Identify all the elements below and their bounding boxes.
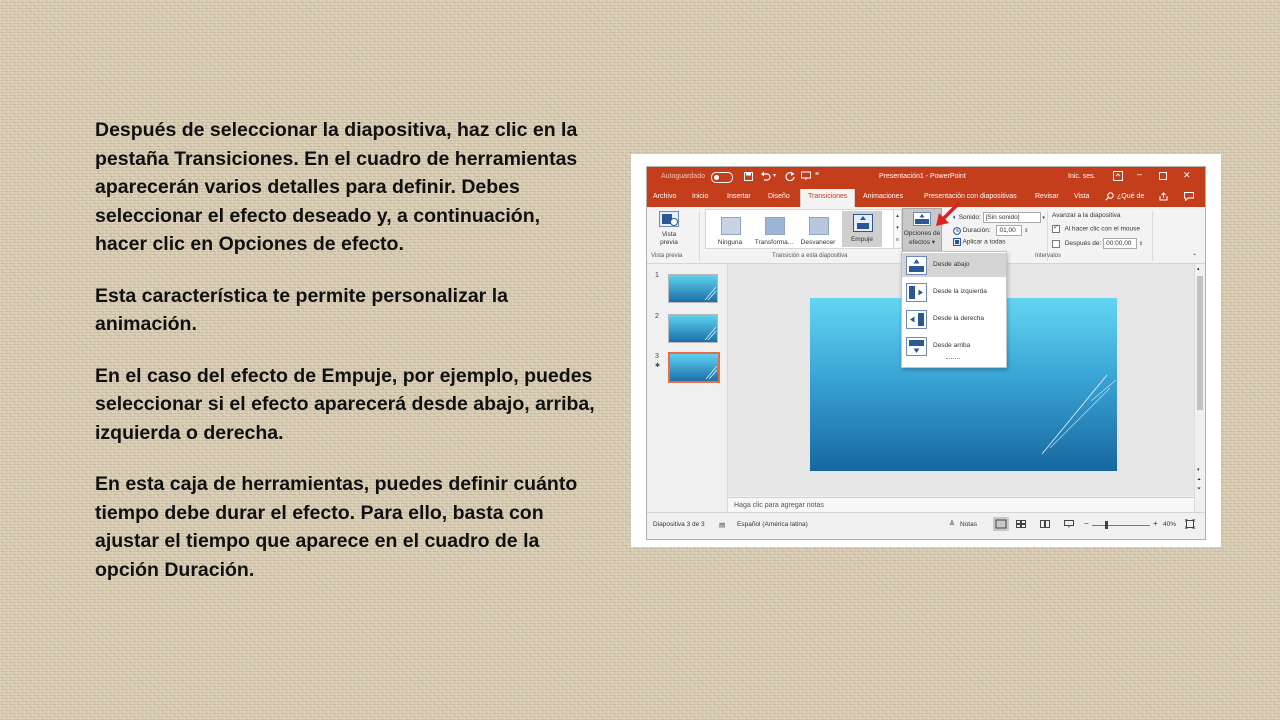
preview-icon	[659, 211, 679, 229]
morph-transition-icon	[765, 217, 785, 235]
tab-inicio[interactable]: Inicio	[692, 193, 709, 200]
from-bottom-icon	[906, 256, 927, 275]
transition-label: Ninguna	[717, 239, 743, 246]
on-click-label: Al hacer clic con el mouse	[1064, 225, 1140, 233]
sound-select[interactable]	[983, 212, 1041, 223]
sound-dropdown-icon[interactable]: ▾	[1042, 215, 1045, 222]
sound-row	[953, 212, 1045, 223]
slide-number: 2	[655, 313, 659, 320]
language[interactable]: Español (América latina)	[737, 521, 808, 528]
transition-label: Transforma...	[754, 239, 794, 246]
duration-row	[953, 225, 1028, 236]
paragraph-push-effect: En el caso del efecto de Empuje, por ejemplo, puedes seleccionar si el efecto aparecerá desde abajo, arriba, izquierda o derecha.	[95, 364, 595, 444]
apply-all-button[interactable]	[953, 238, 1005, 246]
from-right-icon	[906, 310, 927, 329]
collapse-ribbon-icon[interactable]: ⌃	[1192, 254, 1198, 260]
menu-item-desde-derecha[interactable]	[902, 307, 1006, 331]
slideshow-view-icon[interactable]	[1064, 520, 1074, 530]
transition-gallery	[705, 209, 895, 249]
zoom-slider[interactable]	[1092, 525, 1150, 526]
none-transition-icon	[721, 217, 741, 235]
menu-label: Desde abajo	[933, 261, 970, 268]
autosave-toggle[interactable]	[711, 172, 733, 183]
notes-toggle[interactable]: Notas	[960, 521, 977, 528]
transition-label: Desvanecer	[800, 239, 836, 246]
effect-options-label-2: efectos ▾	[908, 239, 936, 246]
ribbon-display-icon[interactable]	[1113, 171, 1123, 183]
transition-ninguna[interactable]	[710, 214, 750, 248]
transition-marker-icon: ✱	[655, 363, 661, 369]
effect-options-label-1: Opciones de	[903, 230, 941, 237]
clock-icon	[953, 227, 963, 234]
status-bar	[647, 512, 1205, 540]
slide-thumbnail-2[interactable]	[668, 314, 718, 343]
gallery-scroll[interactable]: ▴ ▾ ≡	[893, 209, 902, 249]
after-label: Después de:	[1064, 240, 1102, 248]
menu-label: Desde arriba	[933, 342, 971, 349]
fit-slide-icon[interactable]	[1185, 519, 1195, 531]
menu-item-desde-abajo[interactable]	[902, 253, 1006, 277]
close-icon[interactable]: ✕	[1183, 170, 1191, 180]
duration-stepper[interactable]: ⇕	[1024, 228, 1029, 235]
minimize-icon[interactable]: –	[1137, 169, 1143, 179]
paragraph-duration: En esta caja de herramientas, puedes definir cuánto tiempo debe durar el efecto. Para ello, basta con ajustar el tiempo que aparece en el cuadro de la opción Duración.	[95, 473, 578, 581]
advance-title: Avanzar a la diapositiva	[1052, 212, 1121, 219]
zoom-in-button[interactable]: +	[1153, 519, 1158, 528]
window-title: Presentación1 - PowerPoint	[879, 173, 966, 180]
zoom-level[interactable]: 40%	[1163, 521, 1177, 528]
zoom-slider-thumb[interactable]	[1105, 521, 1108, 529]
after-checkbox[interactable]	[1052, 240, 1060, 248]
from-top-icon	[906, 337, 927, 356]
after-row	[1052, 238, 1143, 249]
menu-item-desde-izquierda[interactable]	[902, 280, 1006, 304]
apply-all-label: Aplicar a todas	[962, 238, 1006, 246]
slide-text-block	[95, 116, 595, 607]
tell-me-search[interactable]: ¿Qué de	[1117, 193, 1145, 200]
powerpoint-window	[646, 166, 1206, 540]
push-transition-icon	[853, 214, 873, 232]
check-icon: ✓	[1053, 224, 1059, 231]
slide-thumbnail-3[interactable]	[668, 352, 720, 383]
next-slide-icon[interactable]: ⏷	[1197, 486, 1202, 492]
preview-label-2: previa	[660, 239, 678, 246]
menu-resize-grip[interactable]	[946, 358, 960, 361]
tab-animaciones[interactable]: Animaciones	[863, 193, 904, 200]
save-icon[interactable]	[744, 172, 753, 183]
scroll-up-icon[interactable]: ▴	[1197, 266, 1200, 272]
undo-icon[interactable]	[760, 171, 771, 183]
preview-label-1: Vista	[661, 231, 677, 238]
tab-vista[interactable]: Vista	[1074, 193, 1090, 200]
menu-label: Desde la derecha	[933, 315, 984, 322]
autosave-label: Autoguardado	[661, 173, 705, 180]
on-click-checkbox[interactable]	[1052, 225, 1060, 233]
zoom-out-button[interactable]: −	[1084, 519, 1089, 528]
slide-thumbnail-1[interactable]	[668, 274, 718, 303]
maximize-icon[interactable]	[1159, 172, 1167, 182]
sound-icon: 🔈︎	[953, 214, 957, 222]
comments-icon[interactable]	[1184, 192, 1194, 203]
slide-sorter-icon[interactable]	[1016, 520, 1026, 530]
tab-diseno[interactable]: Diseño	[768, 193, 790, 200]
tab-presentacion[interactable]: Presentación con diapositivas	[924, 193, 1017, 200]
paragraph-customize: Esta característica te permite personalizar la animación.	[95, 284, 508, 335]
prev-slide-icon[interactable]: ⏶	[1197, 477, 1202, 483]
group-label-timing: Intervalos	[1035, 253, 1062, 259]
scroll-thumb[interactable]	[1197, 276, 1203, 410]
after-value: 00:00,00	[1106, 240, 1132, 247]
slideshow-start-icon[interactable]	[801, 171, 811, 183]
group-label-preview: Vista previa	[651, 253, 683, 259]
redo-icon[interactable]	[785, 171, 795, 183]
slide-number: 1	[655, 272, 659, 279]
transition-transforma[interactable]	[754, 214, 794, 248]
notes-toggle-icon[interactable]: ≜	[949, 521, 955, 528]
after-stepper[interactable]: ⇕	[1138, 241, 1144, 248]
reading-view-icon[interactable]	[1040, 520, 1050, 530]
menu-item-desde-arriba[interactable]	[902, 334, 1006, 358]
effect-options-menu	[901, 251, 1007, 368]
title-bar	[647, 167, 1205, 187]
duration-value: 01,00	[999, 227, 1016, 234]
tab-archivo[interactable]: Archivo	[653, 193, 677, 200]
slide-count: Diapositiva 3 de 3	[653, 521, 705, 528]
on-click-row[interactable]	[1052, 225, 1140, 233]
menu-label: Desde la izquierda	[933, 288, 987, 295]
notes-placeholder: Haga clic para agregar notas	[734, 502, 824, 509]
fade-transition-icon	[809, 217, 829, 235]
transition-desvanecer[interactable]	[798, 214, 838, 248]
ribbon-tabs	[647, 187, 1205, 207]
tab-insertar[interactable]: Insertar	[727, 193, 751, 200]
group-label-transition: Transición a esta diapositiva	[772, 253, 848, 259]
duration-input[interactable]	[996, 225, 1022, 236]
effect-options-icon	[913, 212, 931, 228]
paragraph-select-slide: Después de seleccionar la diapositiva, haz clic en la pestaña Transiciones. En el cuadro de herramientas aparecerán varios detalles para definir. Debes seleccionar el efecto deseado y, a continuación, hacer clic en Opciones de efecto.	[95, 119, 578, 255]
from-left-icon	[906, 283, 927, 302]
spellcheck-icon[interactable]: ▤	[719, 522, 726, 529]
sound-value: [Sin sonido]	[985, 214, 1020, 221]
undo-dropdown-icon[interactable]: ▾	[773, 173, 777, 179]
powerpoint-screenshot	[631, 154, 1221, 547]
sign-in-link[interactable]: Inic. ses.	[1068, 173, 1096, 180]
slide-thumbnails-pane	[647, 264, 728, 512]
sound-label: Sonido:	[958, 214, 981, 222]
transition-label: Empuje	[850, 236, 874, 243]
customize-qat-icon[interactable]: ≡	[815, 171, 820, 178]
notes-pane[interactable]	[728, 497, 1194, 513]
vertical-scrollbar[interactable]	[1194, 264, 1206, 512]
scroll-down-icon[interactable]: ▾	[1197, 467, 1200, 473]
normal-view-icon[interactable]	[993, 517, 1009, 531]
tab-revisar[interactable]: Revisar	[1035, 193, 1059, 200]
duration-label: Duración:	[962, 227, 991, 235]
slide-number: 3	[655, 353, 659, 360]
search-icon[interactable]	[1105, 192, 1114, 203]
after-input[interactable]	[1103, 238, 1137, 249]
share-icon[interactable]	[1159, 192, 1168, 203]
preview-button[interactable]	[651, 209, 687, 251]
transition-empuje[interactable]	[842, 211, 882, 247]
tab-transiciones[interactable]: Transiciones	[800, 189, 855, 207]
